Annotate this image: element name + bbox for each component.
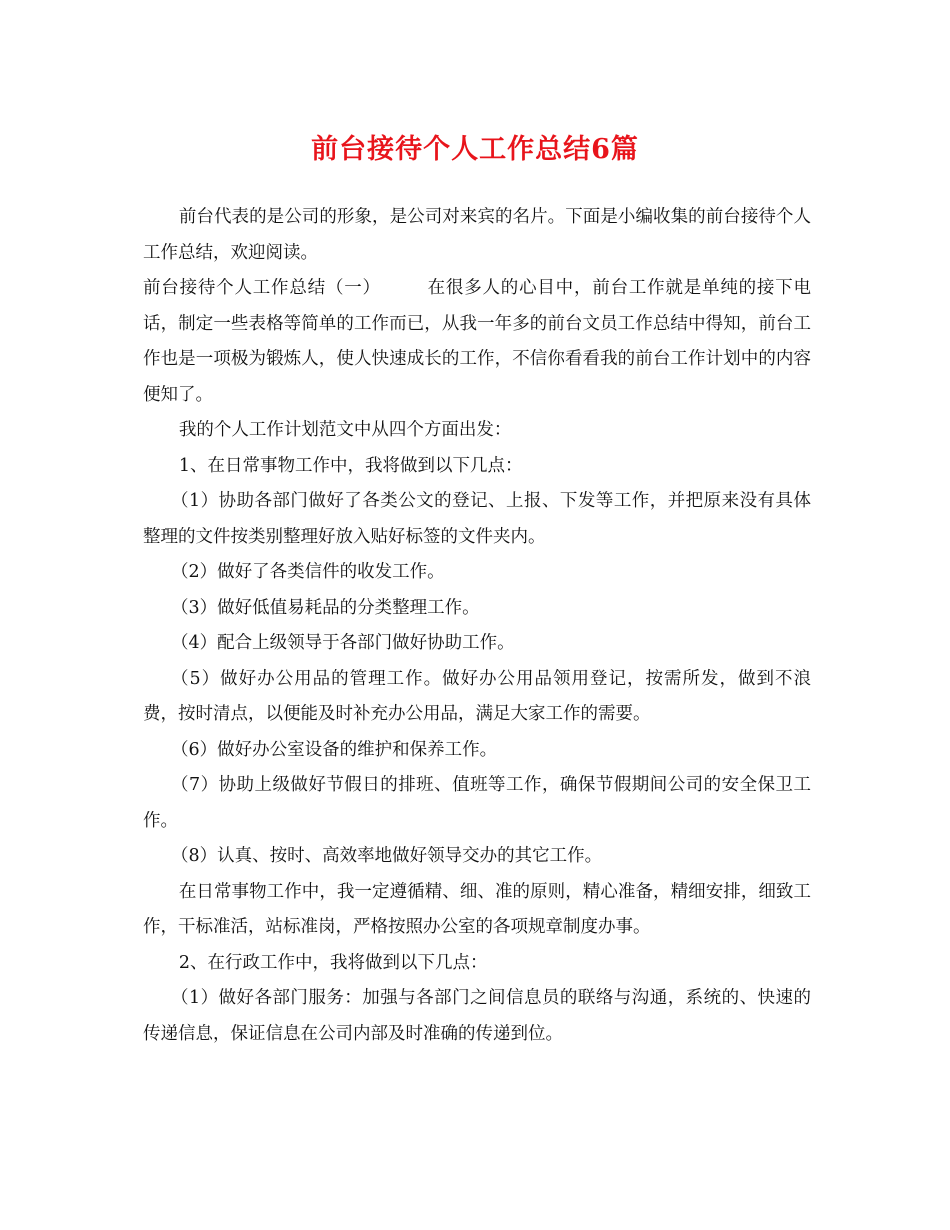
- section1-text: 在很多人的心目中，前台工作就是单纯的接下电话，制定一些表格等简单的工作而已，从我一年多的前台文员工作总结中得知，前台工作也是一项极为锻炼人，使人快速成长的工作，不信你看看我的前台工作计划中的内容便知了。: [143, 278, 812, 405]
- part1-summary: 在日常事物工作中，我一定遵循精、细、准的原则，精心准备，精细安排，细致工作，干标准活，站标准岗，严格按照办公室的各项规章制度办事。: [143, 881, 811, 937]
- document-body: [143, 200, 811, 1052]
- list-item: （2）做好了各类信件的收发工作。: [171, 562, 445, 582]
- section1-paragraph: [143, 271, 811, 413]
- list-item: （6）做好办公室设备的维护和保养工作。: [171, 739, 498, 760]
- part1-heading: 1、在日常事物工作中，我将做到以下几点：: [178, 455, 523, 476]
- part2-heading: 2、在行政工作中，我将做到以下几点：: [178, 952, 488, 973]
- list-item: （5）做好办公用品的管理工作。做好办公用品领用登记，按需所发，做到不浪费，按时清点，以便能及时补充办公用品，满足大家工作的需要。: [143, 668, 811, 724]
- list-item: （1）做好各部门服务：加强与各部门之间信息员的联络与沟通，系统的、快速的传递信息，保证信息在公司内部及时准确的传递到位。: [143, 988, 811, 1044]
- plan-intro: 我的个人工作计划范文中从四个方面出发：: [178, 420, 512, 440]
- list-item: （7）协助上级做好节假日的排班、值班等工作，确保节假期间公司的安全保卫工作。: [143, 775, 811, 831]
- list-item: （1）协助各部门做好了各类公文的登记、上报、下发等工作，并把原来没有具体整理的文件按类别整理好放入贴好标签的文件夹内。: [143, 491, 811, 547]
- page-title: 前台接待个人工作总结6篇: [311, 134, 639, 165]
- list-item: （4）配合上级领导于各部门做好协助工作。: [171, 633, 515, 653]
- section1-heading: 前台接待个人工作总结（一）: [143, 278, 381, 298]
- intro-paragraph: 前台代表的是公司的形象，是公司对来宾的名片。下面是小编收集的前台接待个人工作总结，欢迎阅读。: [143, 207, 811, 263]
- list-item: （3）做好低值易耗品的分类整理工作。: [171, 597, 480, 618]
- list-item: （8）认真、按时、高效率地做好领导交办的其它工作。: [171, 846, 603, 866]
